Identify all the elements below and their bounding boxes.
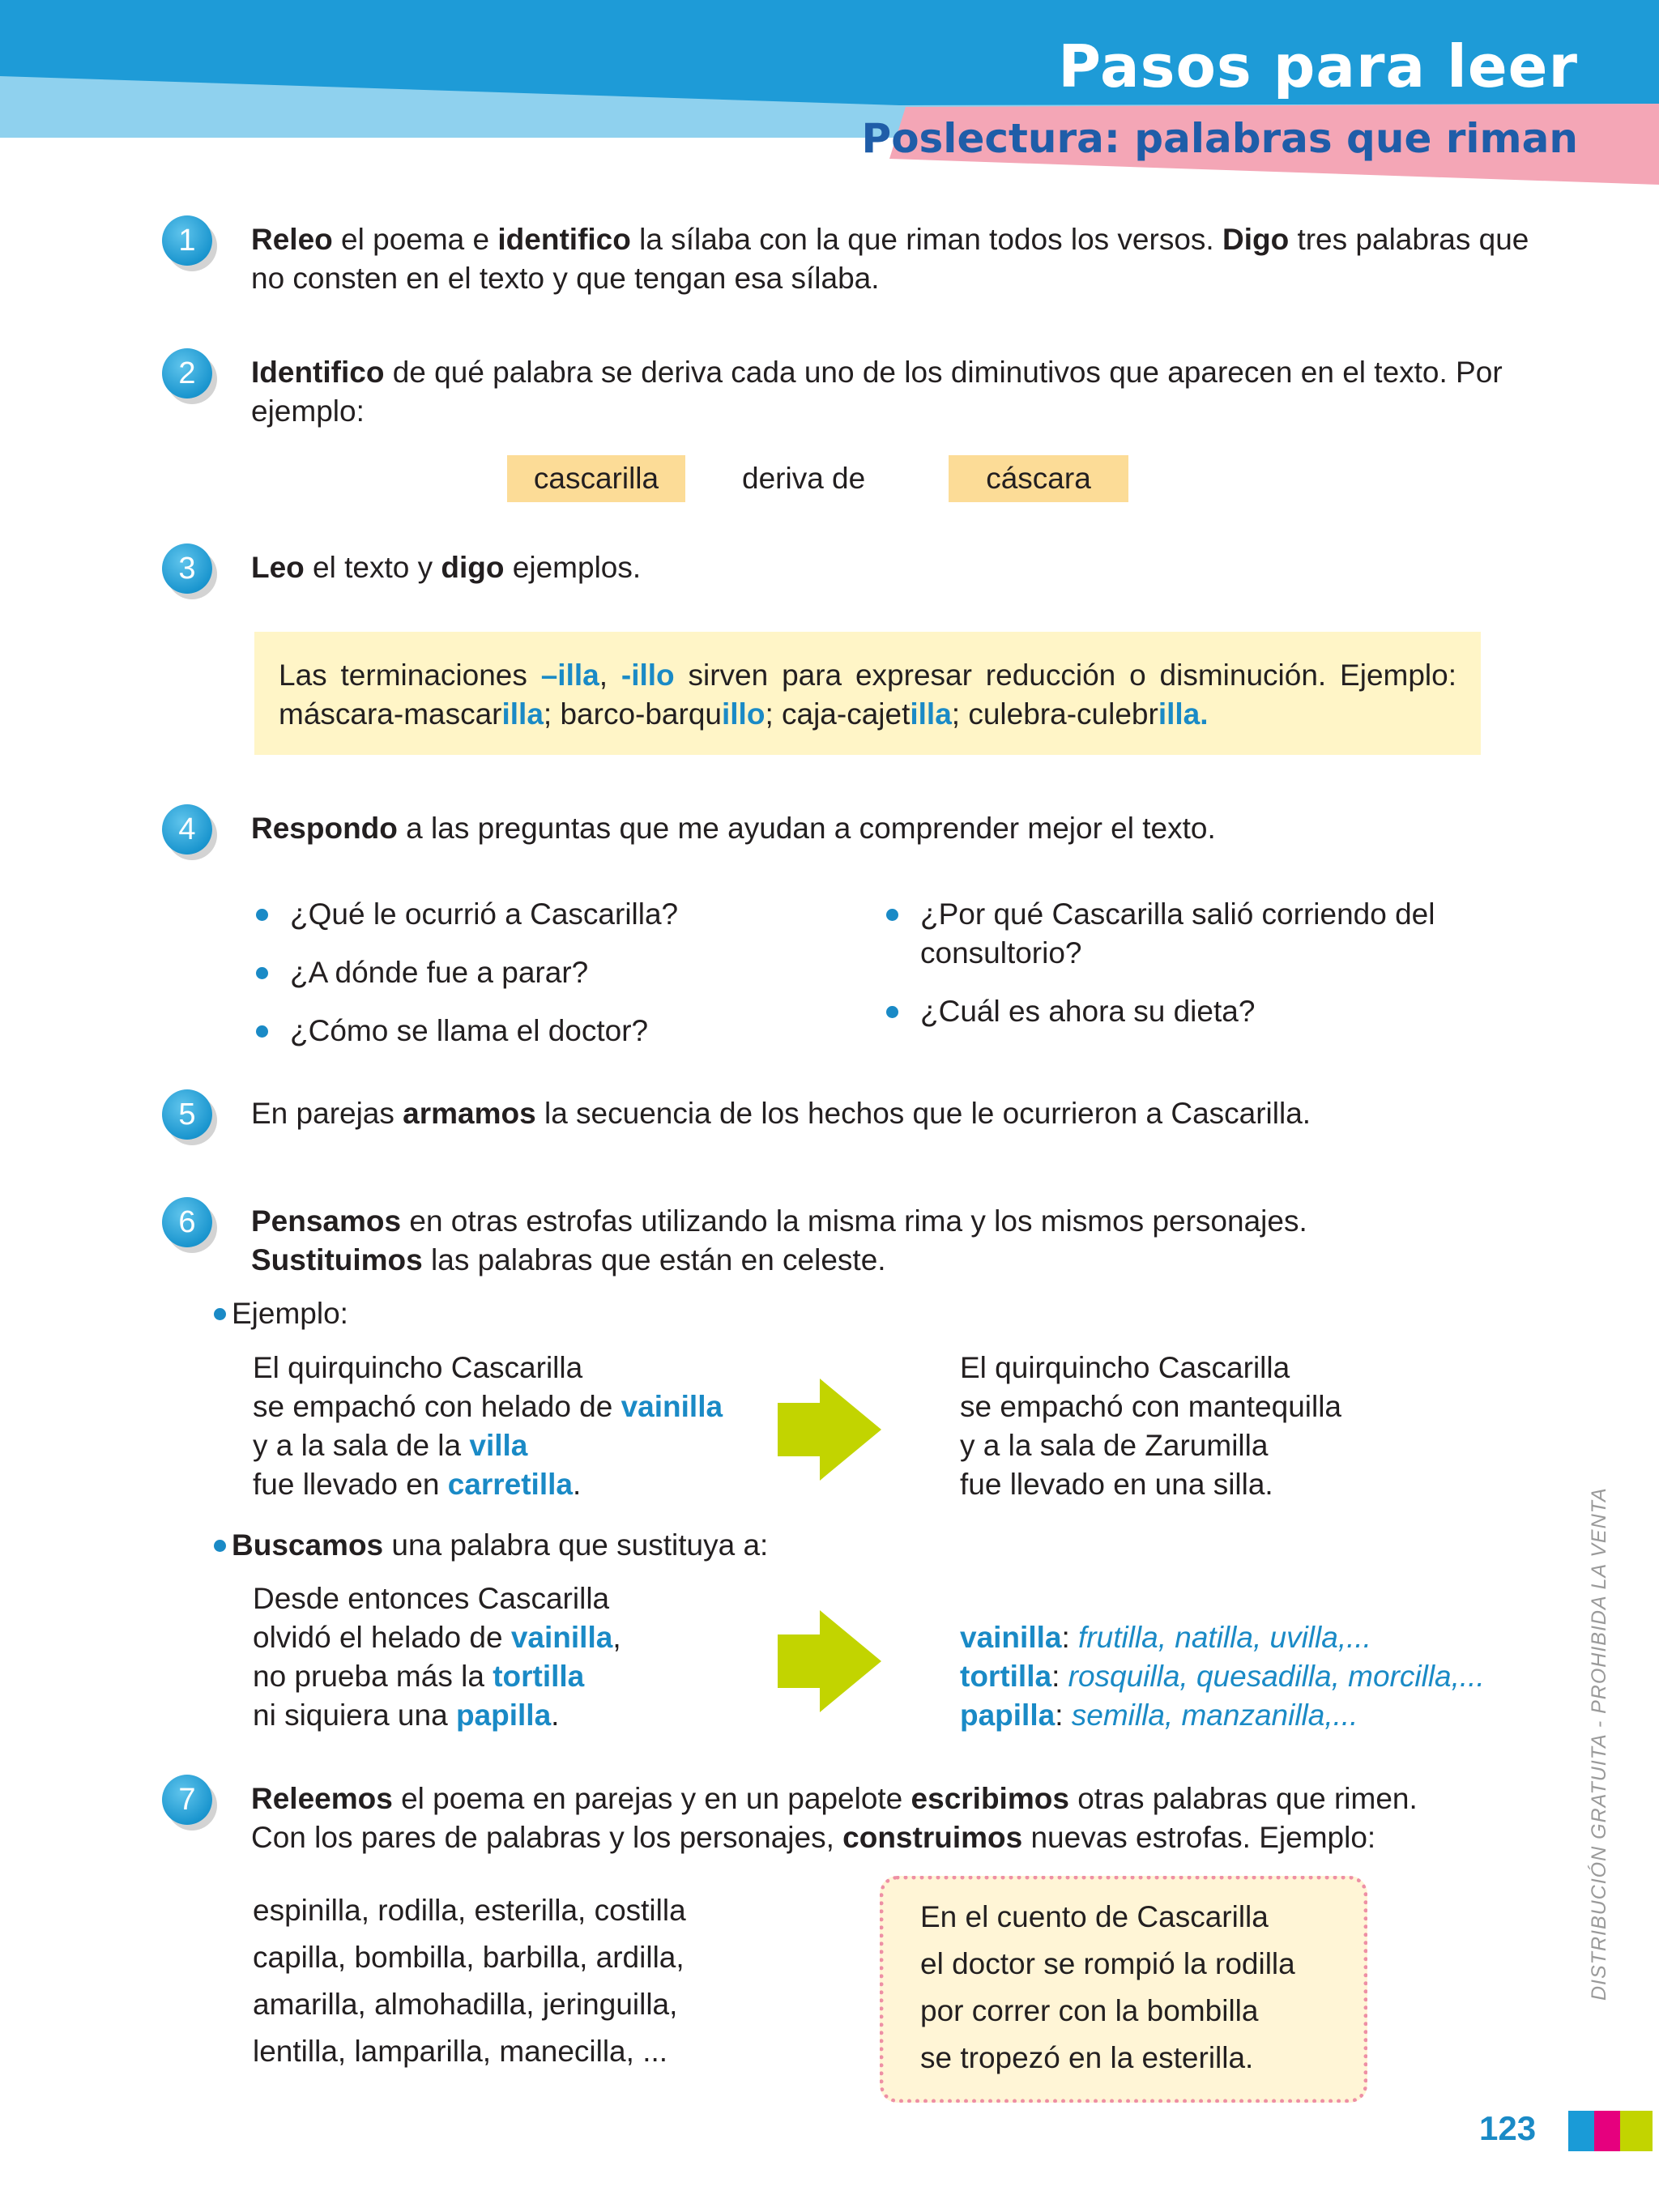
arrow-right-icon [778,1610,883,1712]
substitute-line: papilla: semilla, manzanilla,... [960,1698,1358,1732]
example-connector: deriva de [742,462,866,495]
stanza-line: y a la sala de Zarumilla [960,1429,1269,1462]
item-4-text: Respondo a las preguntas que me ayudan a comprender mejor el texto. [251,812,1216,845]
example-label-list [209,1294,348,1353]
item-number-7: 7 [162,1775,212,1825]
stanza-line: ni siquiera una papilla. [253,1698,560,1732]
item-6-text: Pensamos en otras estrofas utilizando la misma rima y los mismos personajes. Sustituimos las palabras que están en celeste. [251,1204,1307,1276]
question-item: ¿Qué le ocurrió a Cascarilla? [251,895,834,934]
stanza-line: En el cuento de Cascarilla [920,1900,1269,1933]
stanza-line: se empachó con mantequilla [960,1390,1342,1423]
example-stanza [920,1894,1295,2082]
original-stanza [253,1349,723,1504]
color-mark-blue [1568,2111,1594,2151]
item-5-text: En parejas armamos la secuencia de los hechos que le ocurrieron a Cascarilla. [251,1097,1311,1130]
stanza-line: se tropezó en la esterilla. [920,2041,1254,2074]
word-line: lentilla, lamparilla, manecilla, ... [253,2035,668,2068]
stanza-line: El quirquincho Cascarilla [960,1351,1290,1384]
example-word-chip: cascarilla [507,455,685,502]
example-root-chip: cáscara [949,455,1128,502]
item-3-text: Leo el texto y digo ejemplos. [251,551,642,584]
color-mark-magenta [1594,2111,1620,2151]
rhyme-word-lines [253,1887,686,2075]
item-number-6: 6 [162,1197,212,1247]
question-item: ¿Por qué Cascarilla salió corriendo del consultorio? [881,895,1465,973]
question-item: ¿Cuál es ahora su dieta? [881,992,1465,1031]
color-mark-green [1620,2111,1653,2151]
stanza-line: se empachó con helado de vainilla [253,1390,723,1423]
item-1-text: Releo el poema e identifico la sílaba con la que riman todos los versos. Digo tres palabras que no consten en el texto y que tengan esa sílaba. [251,223,1529,295]
word-line: espinilla, rodilla, esterilla, costilla [253,1894,686,1927]
new-stanza [960,1349,1341,1504]
search-label: Buscamos una palabra que sustituya a: [209,1526,768,1565]
stanza-line: Desde entonces Cascarilla [253,1582,610,1615]
item-number-4: 4 [162,804,212,855]
page-title: Pasos para leer [1058,32,1578,100]
questions-left [251,895,834,1070]
item-2-text: Identifico de qué palabra se deriva cada uno de los diminutivos que aparecen en el texto. Por ejemplo: [251,356,1503,428]
stanza-line: el doctor se rompió la rodilla [920,1947,1295,1980]
arrow-right-icon [778,1379,883,1481]
substitutes-list [960,1618,1485,1735]
item-number-1: 1 [162,215,212,266]
search-stanza [253,1579,621,1735]
stanza-line: olvidó el helado de vainilla, [253,1621,621,1654]
word-line: amarilla, almohadilla, jeringuilla, [253,1988,678,2021]
stanza-line: El quirquincho Cascarilla [253,1351,583,1384]
question-item: ¿Cómo se llama el doctor? [251,1012,834,1051]
word-line: capilla, bombilla, barbilla, ardilla, [253,1941,684,1974]
example-label: Ejemplo: [209,1294,348,1333]
note-text: Las terminaciones –illa, -illo sirven para expresar reducción o disminución. Ejemplo: máscara-mascarilla; barco-barquillo; caja-cajetilla; culebra-culebrilla. [279,658,1457,731]
stanza-line: por correr con la bombilla [920,1994,1259,2027]
substitute-line: vainilla: frutilla, natilla, uvilla,... [960,1621,1371,1654]
item-number-3: 3 [162,543,212,594]
substitute-line: tortilla: rosquilla, quesadilla, morcilla,... [960,1660,1485,1693]
item-number-5: 5 [162,1089,212,1140]
stanza-line: fue llevado en carretilla. [253,1468,582,1501]
distribution-notice: DISTRIBUCIÓN GRATUITA - PROHIBIDA LA VENTA [1588,1487,1610,2001]
stanza-line: no prueba más la tortilla [253,1660,585,1693]
item-number-2: 2 [162,348,212,399]
page-number: 123 [1479,2109,1537,2147]
item-7-text: Releemos el poema en parejas y en un papelote escribimos otras palabras que rimen. Con los pares de palabras y los personajes, construimos nuevas estrofas. Ejemplo: [251,1782,1418,1854]
search-label-list [209,1526,768,1584]
stanza-line: y a la sala de la villa [253,1429,528,1462]
page-subtitle: Poslectura: palabras que riman [861,115,1578,162]
questions-right [881,895,1465,1051]
question-item: ¿A dónde fue a parar? [251,953,834,992]
stanza-line: fue llevado en una silla. [960,1468,1273,1501]
